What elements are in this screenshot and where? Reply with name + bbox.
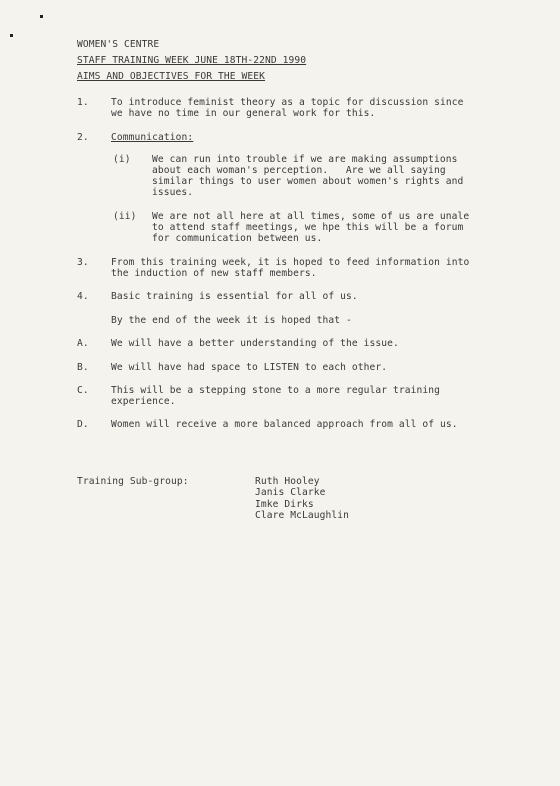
item-text-line: the induction of new staff members.: [111, 268, 317, 279]
signoff-name: Ruth Hooley: [255, 476, 320, 487]
subitem-text-line: issues.: [152, 187, 194, 198]
outcomes-intro: By the end of the week it is hoped that -: [111, 315, 352, 326]
signoff-name: Clare McLaughlin: [255, 510, 350, 521]
item-number: 2.: [77, 132, 89, 143]
punch-mark-top: [40, 15, 43, 18]
subitem-number: (ii): [113, 211, 137, 222]
subitem-text-line: to attend staff meetings, we hpe this will be a forum: [152, 222, 464, 233]
signoff-label: Training Sub-group:: [77, 476, 189, 487]
section-title: AIMS AND OBJECTIVES FOR THE WEEK: [77, 71, 266, 82]
header-event: STAFF TRAINING WEEK JUNE 18TH-22ND 1990: [77, 55, 307, 66]
item-number: 4.: [77, 291, 89, 302]
subitem-text-line: We can run into trouble if we are making assumptions: [152, 154, 458, 165]
subitem-text-line: about each woman's perception. Are we all saying: [152, 165, 446, 176]
outcome-letter: C.: [77, 385, 89, 396]
outcome-text-line: experience.: [111, 396, 176, 407]
subitem-number: (i): [113, 154, 131, 165]
outcome-text-line: Women will receive a more balanced approach from all of us.: [111, 419, 458, 430]
item-text-line: To introduce feminist theory as a topic for discussion since: [111, 97, 464, 108]
signoff-name: Janis Clarke: [255, 487, 326, 498]
item-heading: Communication:: [111, 132, 194, 143]
item-text-line: we have no time in our general work for this.: [111, 108, 376, 119]
item-text-line: Basic training is essential for all of us.: [111, 291, 358, 302]
header-org: WOMEN'S CENTRE: [77, 39, 160, 50]
outcome-text-line: This will be a stepping stone to a more regular training: [111, 385, 441, 396]
subitem-text-line: similar things to user women about women's rights and: [152, 176, 464, 187]
outcome-letter: D.: [77, 419, 89, 430]
item-number: 1.: [77, 97, 89, 108]
item-number: 3.: [77, 257, 89, 268]
punch-mark-left: [10, 34, 13, 37]
outcome-text-line: We will have a better understanding of the issue.: [111, 338, 399, 349]
outcome-letter: A.: [77, 338, 89, 349]
subitem-text-line: We are not all here at all times, some of us are unale: [152, 211, 470, 222]
subitem-text-line: for communication between us.: [152, 233, 323, 244]
outcome-text-line: We will have had space to LISTEN to each other.: [111, 362, 388, 373]
item-text-line: From this training week, it is hoped to feed information into: [111, 257, 470, 268]
outcome-letter: B.: [77, 362, 89, 373]
signoff-name: Imke Dirks: [255, 499, 314, 510]
